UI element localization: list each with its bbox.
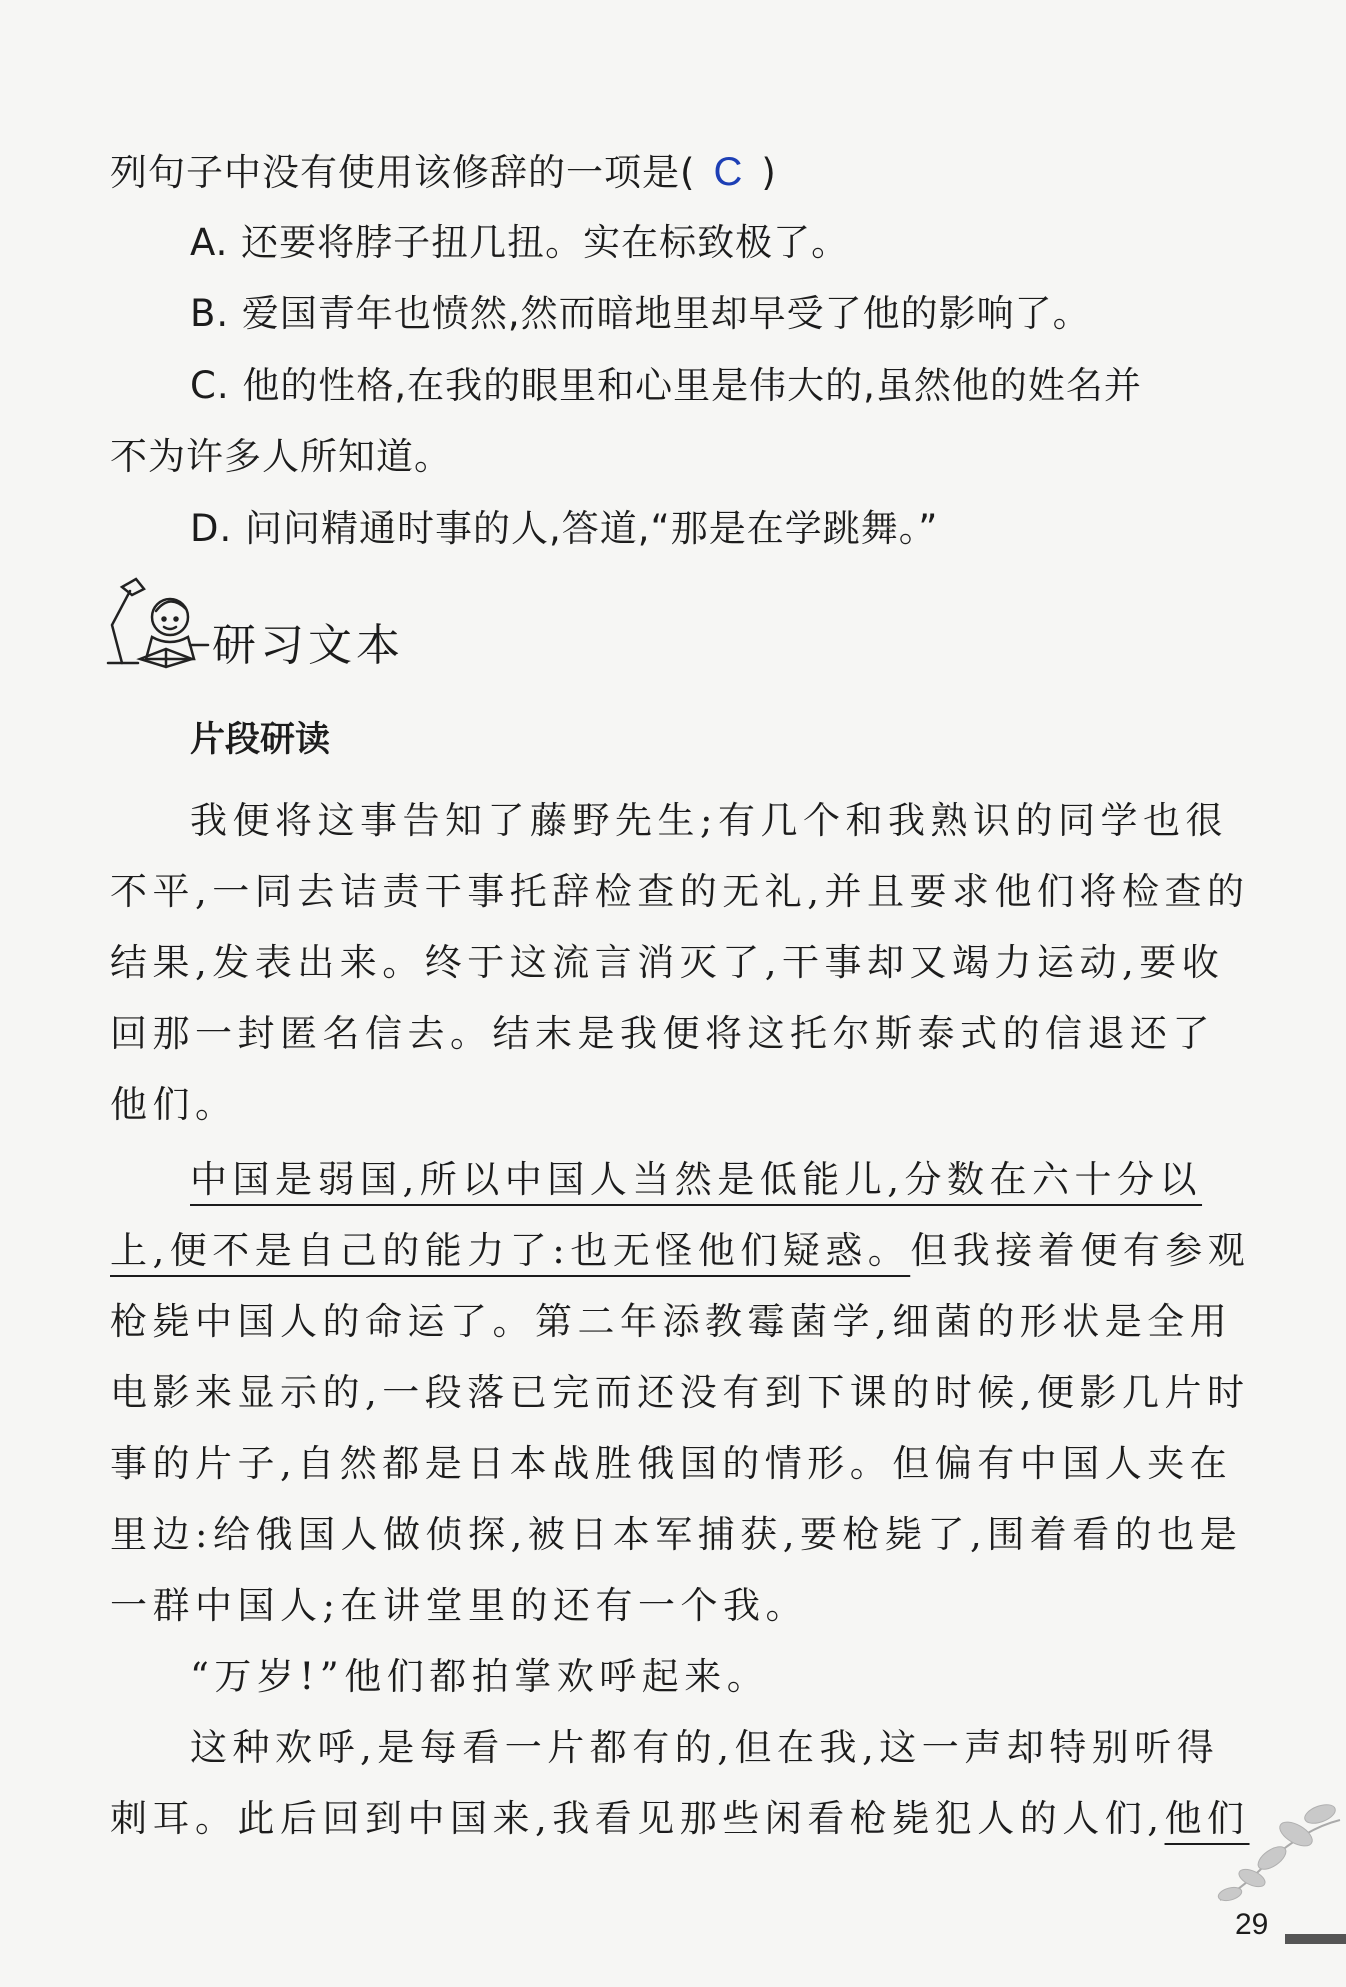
subsection-title: 片段研读 xyxy=(190,720,331,760)
option-a: A. 还要将脖子扭几扭。实在标致极了。 xyxy=(190,221,850,264)
passage-line: 一群中国人;在讲堂里的还有一个我。 xyxy=(110,1584,808,1627)
child-reading-at-lamp-icon xyxy=(100,575,210,675)
passage-line: 电影来显示的,一段落已完而还没有到下课的时候,便影几片时 xyxy=(110,1371,1250,1414)
section-title: 研习文本 xyxy=(212,620,404,671)
passage-line: 事的片子,自然都是日本战胜俄国的情形。但偏有中国人夹在 xyxy=(110,1442,1233,1485)
option-c: C. 他的性格,在我的眼里和心里是伟大的,虽然他的姓名并 xyxy=(190,364,1142,407)
option-d: D. 问问精通时事的人,答道,“那是在学跳舞。” xyxy=(190,507,939,550)
underlined-sentence: 上,便不是自己的能力了:也无怪他们疑惑。 xyxy=(110,1229,911,1272)
question-answer: C xyxy=(713,150,744,194)
passage-line: 我便将这事告知了藤野先生;有几个和我熟识的同学也很 xyxy=(190,799,1228,842)
passage-line: 里边:给俄国人做侦探,被日本军捕获,要枪毙了,围着看的也是 xyxy=(110,1513,1243,1556)
passage-line: 结果,发表出来。终于这流言消灭了,干事却又竭力运动,要收 xyxy=(110,941,1225,984)
option-c-continued: 不为许多人所知道。 xyxy=(110,435,452,478)
underlined-sentence: 他们 xyxy=(1164,1797,1250,1840)
question-stem-close: ) xyxy=(761,151,777,194)
section-header xyxy=(100,575,500,675)
passage-line: 这种欢呼,是每看一片都有的,但在我,这一声却特别听得 xyxy=(190,1726,1220,1769)
question-stem-text: 列句子中没有使用该修辞的一项是( xyxy=(110,151,696,194)
passage-line-underlined xyxy=(190,1149,1230,1203)
passage-text: 但我接着便有参观 xyxy=(910,1229,1251,1272)
passage-line: “万岁!”他们都拍掌欢呼起来。 xyxy=(190,1655,770,1698)
passage-text: 刺耳。此后回到中国来,我看见那些闲看枪毙犯人的人们, xyxy=(110,1797,1165,1840)
leaf-branch-icon xyxy=(1200,1800,1346,1920)
underlined-sentence: 中国是弱国,所以中国人当然是低能儿,分数在六十分以 xyxy=(190,1158,1203,1201)
page-number: 29 xyxy=(1235,1908,1269,1941)
option-b: B. 爱国青年也愤然,然而暗地里却早受了他的影响了。 xyxy=(190,292,1091,335)
passage-line xyxy=(110,1220,1251,1274)
passage-line: 他们。 xyxy=(110,1083,238,1126)
page-number-bar xyxy=(1285,1934,1346,1944)
passage-line: 回那一封匿名信去。结末是我便将这托尔斯泰式的信退还了 xyxy=(110,1012,1215,1055)
passage-line: 枪毙中国人的命运了。第二年添教霉菌学,细菌的形状是全用 xyxy=(110,1300,1233,1343)
question-stem xyxy=(110,142,777,196)
passage-line xyxy=(110,1788,1250,1842)
passage-line: 不平,一同去诘责干事托辞检查的无礼,并且要求他们将检查的 xyxy=(110,870,1250,913)
